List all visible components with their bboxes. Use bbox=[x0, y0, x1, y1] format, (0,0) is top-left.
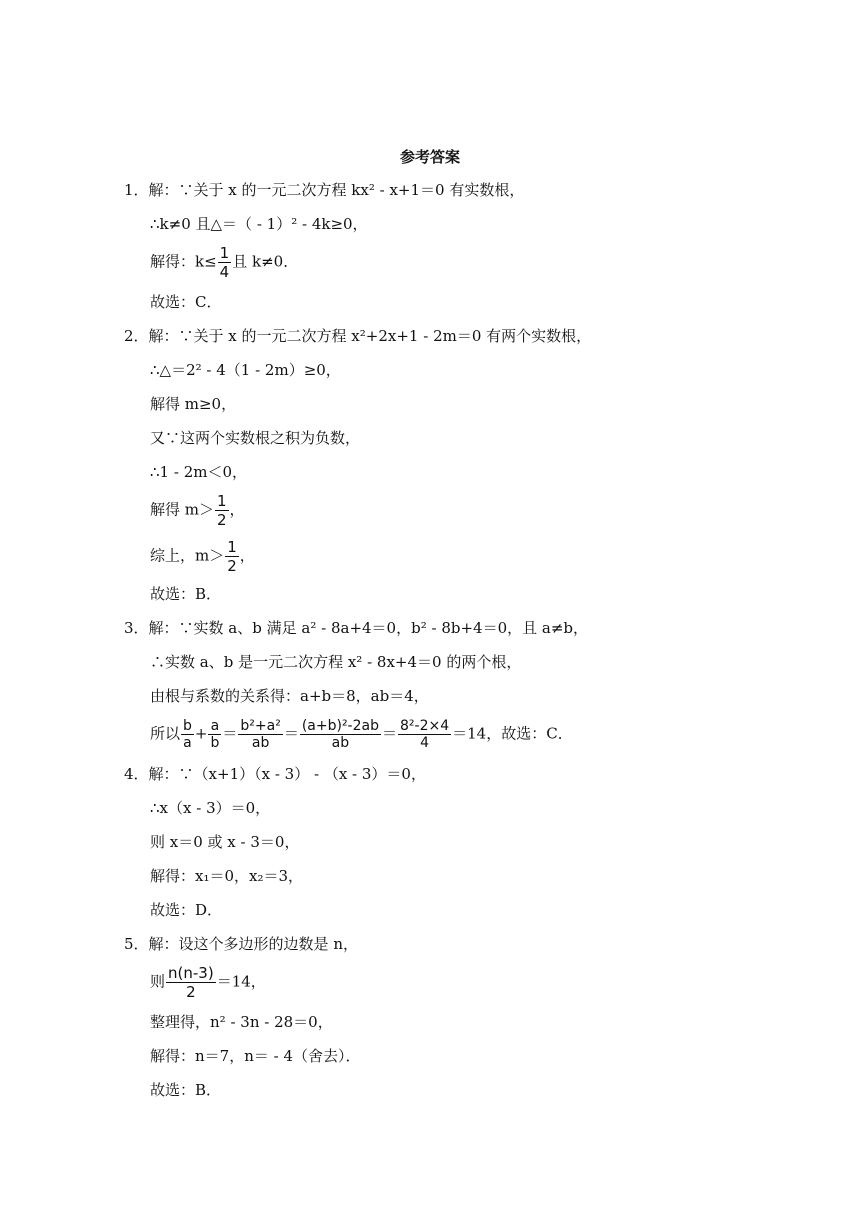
fraction-denominator: b bbox=[210, 735, 220, 751]
q2-line-6-text: 解得 m＞ bbox=[150, 500, 214, 519]
fraction-denominator: a bbox=[183, 735, 192, 751]
q2-line-4: 又∵这两个实数根之积为负数， bbox=[150, 429, 361, 447]
q4-line-4: 解得：x₁＝0，x₂＝3， bbox=[150, 867, 304, 885]
fraction-numerator: n(n-3) bbox=[168, 964, 214, 982]
q3-fraction-3 bbox=[238, 718, 282, 751]
fraction-denominator: 2 bbox=[186, 983, 196, 1001]
q1-line-3 bbox=[150, 244, 298, 281]
equals-sign: ＝ bbox=[222, 724, 238, 743]
q4-line-3: 则 x＝0 或 x - 3＝0， bbox=[150, 833, 300, 851]
page-title: 参考答案 bbox=[399, 148, 460, 166]
q2-fraction-1 bbox=[215, 492, 229, 529]
equals-sign: ＝ bbox=[283, 724, 299, 743]
q1-line-1: 1．解：∵关于 x 的一元二次方程 kx² - x+1＝0 有实数根， bbox=[124, 181, 525, 199]
q4-line-2: ∴x（x - 3）＝0， bbox=[150, 799, 271, 817]
q3-fraction-5 bbox=[398, 718, 451, 751]
q5-fraction bbox=[166, 964, 216, 1001]
q3-fraction-1 bbox=[181, 718, 194, 751]
q1-fraction bbox=[218, 244, 232, 281]
q3-fraction-2 bbox=[208, 718, 221, 751]
q2-line-7-tail: ， bbox=[239, 546, 255, 565]
q2-line-7 bbox=[150, 538, 255, 575]
q2-line-2: ∴△＝2² - 4（1 - 2m）≥0， bbox=[150, 361, 341, 379]
q5-line-2 bbox=[150, 964, 266, 1001]
q4-line-1: 4．解：∵（x+1）（x - 3） - （x - 3）＝0， bbox=[124, 765, 426, 783]
fraction-denominator: 2 bbox=[217, 511, 227, 529]
fraction-denominator: 2 bbox=[227, 557, 237, 575]
q5-line-1: 5．解：设这个多边形的边数是 n， bbox=[124, 935, 358, 953]
q1-line-2: ∴k≠0 且△＝（ - 1）² - 4k≥0， bbox=[150, 215, 368, 233]
q3-line-2: ∴实数 a、b 是一元二次方程 x² - 8x+4＝0 的两个根， bbox=[150, 653, 522, 671]
fraction-numerator: b²+a² bbox=[240, 718, 281, 734]
q2-line-5: ∴1 - 2m＜0， bbox=[150, 463, 248, 481]
q2-line-6 bbox=[150, 492, 245, 529]
q5-line-4: 解得：n＝7，n＝ - 4（舍去）． bbox=[150, 1047, 361, 1065]
q1-line-3-tail: 且 k≠0． bbox=[232, 252, 299, 271]
q2-line-6-tail: ， bbox=[229, 500, 245, 519]
q5-line-2-tail: ＝14， bbox=[216, 972, 266, 991]
q4-line-5: 故选：D． bbox=[150, 901, 223, 919]
fraction-numerator: a bbox=[208, 718, 221, 735]
q5-line-3: 整理得，n² - 3n - 28＝0， bbox=[150, 1013, 333, 1031]
q1-line-4: 故选：C． bbox=[150, 293, 222, 311]
q3-line-4 bbox=[150, 718, 573, 751]
q2-line-3: 解得 m≥0， bbox=[150, 395, 237, 413]
equals-sign: ＝ bbox=[382, 724, 398, 743]
q5-line-2-text: 则 bbox=[150, 972, 166, 991]
q1-line-3-text: 解得：k≤ bbox=[150, 252, 217, 271]
q3-line-3: 由根与系数的关系得：a+b＝8，ab＝4， bbox=[150, 687, 429, 705]
q2-fraction-2 bbox=[225, 538, 239, 575]
q3-line-4-text: 所以 bbox=[150, 724, 181, 743]
fraction-numerator: 8²-2×4 bbox=[400, 718, 450, 734]
fraction-numerator: b bbox=[183, 718, 192, 734]
fraction-numerator: 1 bbox=[227, 538, 237, 556]
fraction-denominator: 4 bbox=[420, 735, 430, 751]
q3-line-4-tail: ＝14，故选：C． bbox=[452, 724, 573, 743]
fraction-numerator: (a+b)²-2ab bbox=[301, 718, 379, 734]
fraction-denominator: ab bbox=[251, 735, 270, 751]
q3-line-1: 3．解：∵实数 a、b 满足 a² - 8a+4＝0，b² - 8b+4＝0，且 a≠b， bbox=[124, 619, 588, 637]
plus-sign: + bbox=[194, 724, 208, 743]
fraction-numerator: 1 bbox=[217, 492, 227, 510]
q2-line-1: 2．解：∵关于 x 的一元二次方程 x²+2x+1 - 2m＝0 有两个实数根， bbox=[124, 327, 592, 345]
fraction-numerator: 1 bbox=[219, 244, 230, 262]
q2-line-7-text: 综上，m＞ bbox=[150, 546, 225, 565]
q2-line-8: 故选：B． bbox=[150, 585, 222, 603]
q5-line-5: 故选：B． bbox=[150, 1081, 222, 1099]
q3-fraction-4 bbox=[300, 718, 381, 751]
fraction-denominator: ab bbox=[331, 735, 350, 751]
fraction-denominator: 4 bbox=[219, 263, 230, 281]
